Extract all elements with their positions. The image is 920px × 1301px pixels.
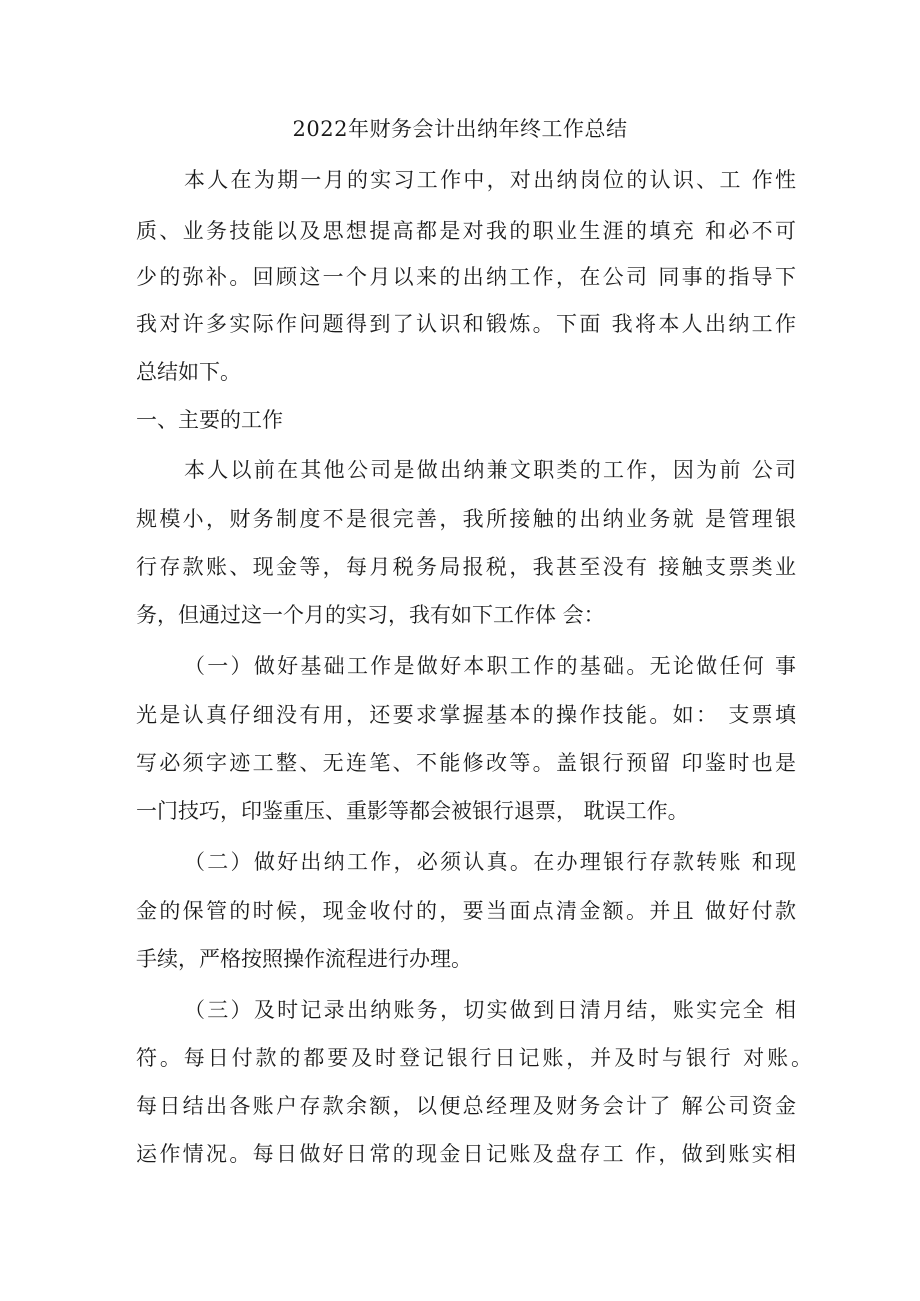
- paragraph-line: 每日结出各账户存款余额，以便总经理及财务会计了 解公司资金: [136, 1094, 796, 1118]
- paragraph-line: 本人以前在其他公司是做出纳兼文职类的工作，因为前 公司: [184, 458, 796, 482]
- paragraph-line: 本人在为期一月的实习工作中，对出纳岗位的认识、工 作性: [184, 168, 796, 192]
- paragraph-line: （二）做好出纳工作，必须认真。在办理银行存款转账 和现: [184, 850, 796, 874]
- paragraph-line: 规模小，财务制度不是很完善，我所接触的出纳业务就 是管理银: [136, 507, 796, 531]
- paragraph-line: （三）及时记录出纳账务，切实做到日清月结，账实完全 相: [184, 998, 796, 1022]
- paragraph-line: 总结如下。: [136, 360, 241, 384]
- paragraph-line: 符。每日付款的都要及时登记银行日记账，并及时与银行 对账。: [136, 1046, 812, 1070]
- paragraph-line: 少的弥补。回顾这一个月以来的出纳工作，在公司 同事的指导下: [136, 265, 796, 289]
- paragraph-line: 务，但通过这一个月的实习，我有如下工作体 会：: [136, 603, 605, 627]
- paragraph-line: 手续，严格按照操作流程进行办理。: [136, 947, 472, 971]
- paragraph-line: 行存款账、现金等，每月税务局报税，我甚至没有 接触支票类业: [136, 555, 796, 579]
- paragraph-line: 运作情况。每日做好日常的现金日记账及盘存工 作，做到账实相: [136, 1142, 796, 1166]
- paragraph-line: 光是认真仔细没有用，还要求掌握基本的操作技能。如： 支票填: [136, 703, 796, 727]
- paragraph-line: 金的保管的时候，现金收付的，要当面点清金额。并且 做好付款: [136, 899, 796, 923]
- paragraph-line: 我对许多实际作问题得到了认识和锻炼。下面 我将本人出纳工作: [136, 312, 796, 336]
- paragraph-line: （一）做好基础工作是做好本职工作的基础。无论做任何 事: [184, 654, 796, 678]
- section-heading: 一、主要的工作: [136, 408, 283, 432]
- paragraph-line: 一门技巧，印鉴重压、重影等都会被银行退票， 耽误工作。: [136, 799, 689, 823]
- document-title: 2022年财务会计出纳年终工作总结: [292, 117, 628, 141]
- paragraph-line: 质、业务技能以及思想提高都是对我的职业生涯的填充 和必不可: [136, 219, 796, 243]
- paragraph-line: 写必须字迹工整、无连笔、不能修改等。盖银行预留 印鉴时也是: [136, 751, 796, 775]
